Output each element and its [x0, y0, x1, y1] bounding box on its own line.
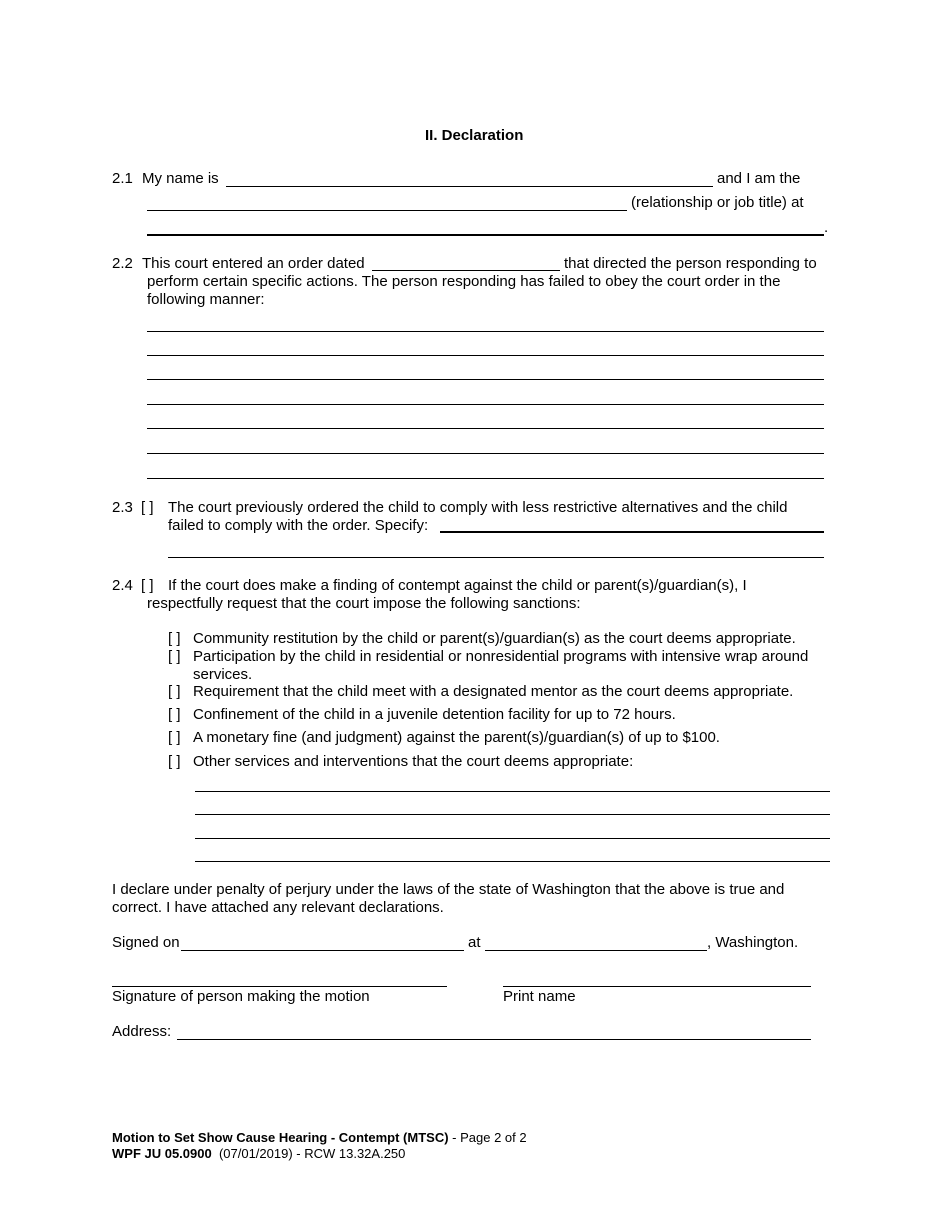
signed-date-field[interactable]: [181, 950, 464, 951]
signature-label: Signature of person making the motion: [112, 988, 370, 1005]
print-name-label: Print name: [503, 988, 576, 1005]
footer-page: - Page 2 of 2: [448, 1130, 527, 1145]
declaration-line-1: I declare under penalty of perjury under the laws of the state of Washington that the above is true and: [112, 881, 785, 898]
manner-line-7[interactable]: [147, 478, 824, 479]
declaration-line-2: correct. I have attached any relevant declarations.: [112, 899, 444, 916]
signed-city-field[interactable]: [485, 950, 707, 951]
order-date-field[interactable]: [372, 270, 560, 271]
organization-field[interactable]: [147, 234, 824, 236]
s24-line1: If the court does make a finding of contempt against the child or parent(s)/guardian(s), I: [168, 577, 747, 594]
s23-line2: failed to comply with the order. Specify:: [168, 517, 429, 534]
sanction-checkbox-5[interactable]: [ ]: [168, 729, 181, 746]
other-services-line-3[interactable]: [195, 838, 830, 839]
order-dated-label: This court entered an order dated: [142, 255, 365, 272]
manner-line-1[interactable]: [147, 331, 824, 332]
section-number-2-4: 2.4: [112, 577, 133, 594]
name-field[interactable]: [226, 186, 713, 187]
checkbox-2-3[interactable]: [ ]: [141, 499, 154, 516]
manner-line-5[interactable]: [147, 428, 824, 429]
other-services-line-2[interactable]: [195, 814, 830, 815]
other-services-line-1[interactable]: [195, 791, 830, 792]
relationship-label: (relationship or job title) at: [631, 194, 804, 211]
and-i-am-label: and I am the: [717, 170, 801, 187]
sanction-option-3: Requirement that the child meet with a designated mentor as the court deems appropriate.: [193, 683, 794, 700]
directed-label: that directed the person responding to: [564, 255, 817, 272]
manner-line-3[interactable]: [147, 379, 824, 380]
address-field[interactable]: [177, 1039, 811, 1040]
print-name-field[interactable]: [503, 986, 811, 987]
sanction-option-5: A monetary fine (and judgment) against the parent(s)/guardian(s) of up to $100.: [193, 729, 720, 746]
s22-line2: perform certain specific actions. The person responding has failed to obey the court order in the: [147, 273, 781, 290]
washington-label: , Washington.: [707, 934, 799, 951]
sanction-option-4: Confinement of the child in a juvenile detention facility for up to 72 hours.: [193, 706, 676, 723]
s24-line2: respectfully request that the court impose the following sanctions:: [147, 595, 581, 612]
s22-line3: following manner:: [147, 291, 265, 308]
specify-line-2[interactable]: [168, 557, 824, 558]
footer-rcw: (07/01/2019) - RCW 13.32A.250: [211, 1146, 406, 1161]
signature-field[interactable]: [112, 986, 447, 987]
section-number-2-3: 2.3: [112, 499, 133, 516]
sanction-checkbox-1[interactable]: [ ]: [168, 630, 181, 647]
page-title: II. Declaration: [425, 127, 524, 144]
footer-form-title: Motion to Set Show Cause Hearing - Contempt (MTSC): [112, 1130, 449, 1145]
section-number-2-1: 2.1: [112, 170, 133, 187]
manner-line-4[interactable]: [147, 404, 824, 405]
sanction-option-2: Participation by the child in residential or nonresidential programs with intensive wrap around: [193, 648, 809, 665]
footer-line-1: [112, 1130, 527, 1146]
sanction-checkbox-6[interactable]: [ ]: [168, 753, 181, 770]
period: .: [824, 219, 829, 236]
at-label: at: [468, 934, 481, 951]
manner-line-6[interactable]: [147, 453, 824, 454]
section-number-2-2: 2.2: [112, 255, 133, 272]
sanction-option-6: Other services and interventions that the court deems appropriate:: [193, 753, 634, 770]
checkbox-2-4[interactable]: [ ]: [141, 577, 154, 594]
manner-line-2[interactable]: [147, 355, 824, 356]
s23-line1: The court previously ordered the child to comply with less restrictive alternatives and the child: [168, 499, 788, 516]
sanction-checkbox-3[interactable]: [ ]: [168, 683, 181, 700]
footer-form-id: WPF JU 05.0900: [112, 1146, 212, 1161]
address-label: Address:: [112, 1023, 172, 1040]
specify-field[interactable]: [440, 531, 824, 533]
relationship-field[interactable]: [147, 210, 627, 211]
signed-on-label: Signed on: [112, 934, 180, 951]
footer-line-2: [112, 1146, 405, 1162]
my-name-label: My name is: [142, 170, 219, 187]
sanction-option-1: Community restitution by the child or parent(s)/guardian(s) as the court deems appropriate.: [193, 630, 796, 647]
sanction-option-2-cont: services.: [193, 666, 253, 683]
sanction-checkbox-2[interactable]: [ ]: [168, 648, 181, 665]
sanction-checkbox-4[interactable]: [ ]: [168, 706, 181, 723]
other-services-line-4[interactable]: [195, 861, 830, 862]
